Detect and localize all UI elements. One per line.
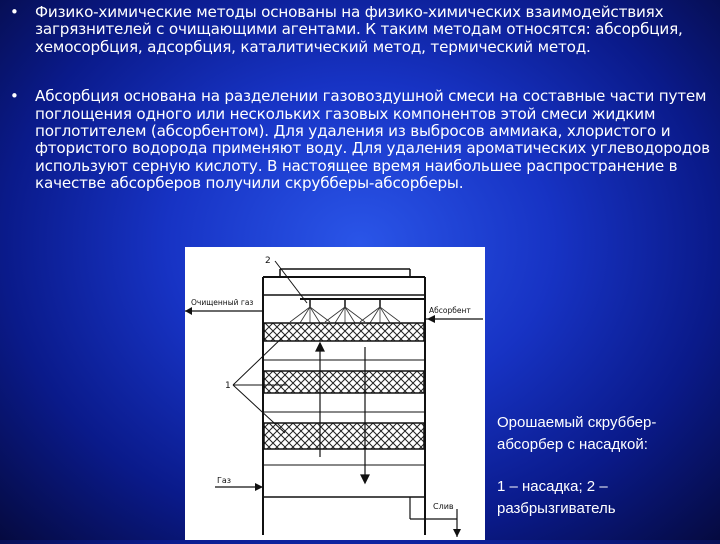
bullet-dot-icon: • <box>10 3 19 21</box>
absorbent-inlet <box>425 306 483 323</box>
clean-gas-outlet <box>185 298 263 315</box>
packing-layers <box>225 323 424 465</box>
bullet-text: Физико-химические методы основаны на физико-химических взаимодействиях загрязнителей с очищающими агентами. К таким методам относятся: абсорбция, хемосорбция, адсорбция, каталитический метод, термический метод. <box>35 3 683 56</box>
bullet-list <box>10 4 710 193</box>
caption-title: Орошаемый скруббер-абсорбер с насадкой: <box>497 414 657 453</box>
label-drain: Слив <box>433 502 454 511</box>
caption-legend: 1 – насадка; 2 – разбрызгиватель <box>497 478 616 517</box>
label-clean-gas: Очищенный газ <box>191 298 254 307</box>
label-gas: Газ <box>217 476 232 485</box>
drain-outlet <box>410 497 461 537</box>
bullet-text: Абсорбция основана на разделении газовоздушной смеси на составные части путем поглощения одного или нескольких газовых компонентов этой смеси жидким поглотителем (абсорбентом). Для удаления из выбросов аммиака, хлористого и фтористого водорода применяют воду. Для удаления ароматических углеводородов используют серную кислоту. В настоящее время наибольшее распространение в качестве абсорберов получили скрубберы-абсорберы. <box>35 87 710 193</box>
label-absorbent: Абсорбент <box>429 306 471 315</box>
scrubber-drawing <box>185 247 485 540</box>
label-packing: 1 <box>225 381 231 391</box>
sprinkler <box>265 256 425 324</box>
gas-inlet <box>215 476 263 491</box>
bullet-item <box>10 4 710 56</box>
scrubber-diagram <box>185 247 485 540</box>
bullet-dot-icon: • <box>10 87 19 106</box>
bullet-item <box>10 88 710 192</box>
flow-arrows <box>316 343 369 483</box>
diagram-caption <box>497 412 712 519</box>
label-sprinkler: 2 <box>265 256 271 266</box>
caption-spacer <box>497 455 712 476</box>
